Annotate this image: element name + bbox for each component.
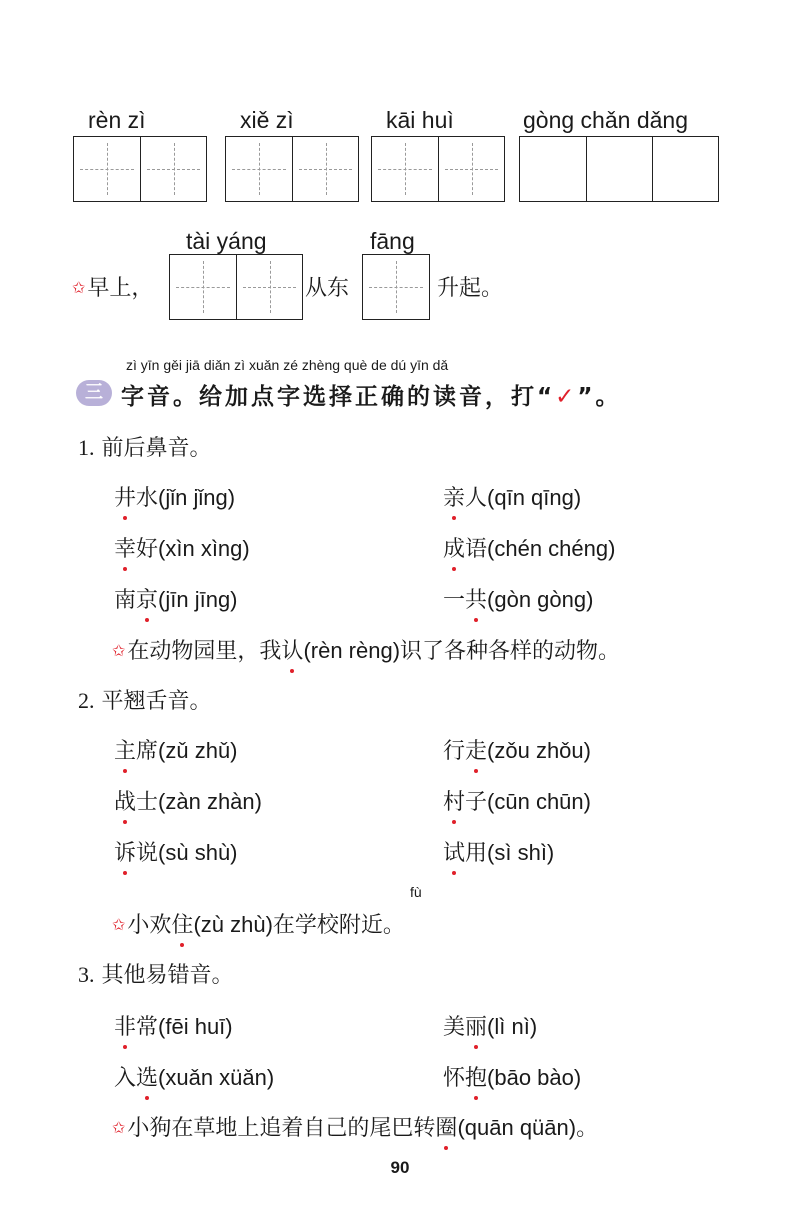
word-char: 入 — [114, 1066, 137, 1091]
dotted-char: 住 — [171, 908, 193, 939]
pinyin-options[interactable]: (jǐn jǐng) — [158, 485, 236, 510]
heading-number: 3. — [78, 962, 95, 987]
writing-grid[interactable] — [519, 136, 719, 202]
word-char: 常 — [136, 1015, 159, 1040]
dotted-char: 抱 — [465, 1061, 487, 1092]
dotted-char: 诉 — [114, 836, 136, 867]
star-icon: ✩ — [72, 278, 86, 297]
dotted-char: 成 — [443, 532, 465, 563]
writing-cell[interactable] — [74, 137, 140, 201]
word-char: 席 — [136, 739, 159, 764]
pinyin-options[interactable]: (jīn jīng) — [158, 587, 238, 612]
writing-cell[interactable] — [520, 137, 586, 201]
char-pinyin: fù — [410, 884, 422, 900]
writing-grid[interactable] — [362, 254, 430, 320]
sentence-text: 。 — [576, 1116, 599, 1141]
heading-text: 其他易错音。 — [101, 963, 234, 988]
word-char: 语 — [465, 537, 488, 562]
pinyin-label: gòng chǎn dǎng — [523, 107, 688, 133]
writing-cell[interactable] — [292, 137, 358, 201]
pinyin-options[interactable]: (fēi huī) — [158, 1014, 233, 1039]
word-char: 好 — [136, 537, 159, 562]
dotted-char: 试 — [443, 836, 465, 867]
dotted-char: 共 — [465, 583, 487, 614]
writing-cell[interactable] — [652, 137, 718, 201]
heading-number: 2. — [78, 688, 95, 713]
word-char: 一 — [443, 588, 466, 613]
section-title-text: 字音。给加点字选择正确的读音，打“ — [121, 384, 556, 410]
question-item[interactable] — [114, 785, 262, 816]
word-char: 南 — [114, 588, 137, 613]
dotted-char: 战 — [114, 785, 136, 816]
heading-text: 前后鼻音。 — [101, 436, 212, 461]
pinyin-options[interactable]: (zù zhù) — [193, 912, 273, 937]
pinyin-options[interactable]: (quān qüān) — [457, 1115, 577, 1140]
question-item[interactable] — [114, 836, 238, 867]
question-item[interactable] — [443, 1061, 581, 1092]
pinyin-options[interactable]: (zàn zhàn) — [158, 789, 262, 814]
writing-cell[interactable] — [438, 137, 504, 201]
question-item[interactable] — [443, 785, 591, 816]
pinyin-options[interactable]: (zǒu zhǒu) — [487, 738, 591, 763]
word-char: 人 — [465, 486, 488, 511]
word-char: 行 — [443, 739, 466, 764]
pinyin-options[interactable]: (bāo bào) — [487, 1065, 582, 1090]
dotted-char: 丽 — [465, 1010, 487, 1041]
question-item[interactable] — [443, 583, 593, 614]
dotted-char: 村 — [443, 785, 465, 816]
writing-cell[interactable] — [363, 255, 429, 319]
pinyin-options[interactable]: (gòn gòng) — [487, 587, 594, 612]
writing-grid[interactable] — [371, 136, 505, 202]
title-pinyin: zì yīn gěi jiā diǎn zì xuǎn zé zhèng què de dú yīn dǎ — [126, 357, 449, 373]
sentence-text: 小狗在草地上追着自己的尾巴转 — [127, 1116, 436, 1141]
word-char: 美 — [443, 1015, 466, 1040]
pinyin-options[interactable]: (xìn xìng) — [158, 536, 250, 561]
dotted-char: 幸 — [114, 532, 136, 563]
sentence-start — [72, 271, 153, 302]
dotted-char: 选 — [136, 1061, 158, 1092]
checkmark-icon: ✓ — [555, 384, 578, 410]
dotted-char: 井 — [114, 481, 136, 512]
writing-cell[interactable] — [372, 137, 438, 201]
word-char: 水 — [136, 486, 159, 511]
sentence-text: 早上， — [87, 276, 154, 301]
sentence-question[interactable] — [112, 634, 620, 665]
dotted-char: 认 — [281, 634, 303, 665]
pinyin-options[interactable]: (sù shù) — [158, 840, 238, 865]
pinyin-label: kāi huì — [386, 107, 454, 133]
sentence-text: 在学校附近。 — [272, 913, 405, 938]
writing-cell[interactable] — [586, 137, 652, 201]
sentence-question[interactable] — [112, 908, 405, 939]
part-heading — [78, 684, 212, 715]
pinyin-label: xiě zì — [240, 107, 294, 133]
writing-grid[interactable] — [169, 254, 303, 320]
section-title — [121, 378, 622, 411]
sentence-text: 从东 — [305, 276, 350, 301]
pinyin-options[interactable]: (rèn rèng) — [303, 638, 401, 663]
writing-grid[interactable] — [73, 136, 207, 202]
pinyin-options[interactable]: (sì shì) — [487, 840, 555, 865]
dotted-char: 非 — [114, 1010, 136, 1041]
pinyin-options[interactable]: (qīn qīng) — [487, 485, 582, 510]
pinyin-options[interactable]: (cūn chūn) — [487, 789, 591, 814]
dotted-char: 圈 — [435, 1111, 457, 1142]
question-item[interactable] — [114, 532, 250, 563]
writing-cell[interactable] — [140, 137, 206, 201]
page-number: 90 — [390, 1158, 410, 1177]
question-item[interactable] — [114, 734, 238, 765]
writing-grid[interactable] — [225, 136, 359, 202]
question-item[interactable] — [443, 532, 615, 563]
pinyin-label: rèn zì — [88, 107, 146, 133]
writing-cell[interactable] — [236, 255, 302, 319]
star-icon: ✩ — [112, 641, 126, 660]
part-heading — [78, 431, 212, 462]
word-char: 用 — [465, 841, 488, 866]
question-item[interactable] — [443, 481, 581, 512]
sentence-text: 小欢 — [127, 913, 172, 938]
dotted-char: 京 — [136, 583, 158, 614]
pinyin-options[interactable]: (lì nì) — [487, 1014, 538, 1039]
question-item[interactable] — [114, 583, 238, 614]
sentence-text: 升起。 — [437, 276, 504, 301]
question-item[interactable] — [114, 1061, 274, 1092]
question-item[interactable] — [443, 734, 591, 765]
dotted-char: 亲 — [443, 481, 465, 512]
pinyin-label: tài yáng — [186, 228, 267, 254]
star-icon: ✩ — [112, 1118, 126, 1137]
sentence-text: 在动物园里，我 — [127, 639, 282, 664]
section-number-icon: 三 — [76, 380, 112, 406]
word-char: 士 — [136, 790, 159, 815]
sentence-text: 识了各种各样的动物。 — [400, 639, 621, 664]
heading-text: 平翘舌音。 — [101, 689, 212, 714]
dotted-char: 主 — [114, 734, 136, 765]
dotted-char: 走 — [465, 734, 487, 765]
star-icon: ✩ — [112, 915, 126, 934]
word-char: 子 — [465, 790, 488, 815]
pinyin-options[interactable]: (xuǎn xüǎn) — [158, 1065, 275, 1090]
writing-cell[interactable] — [170, 255, 236, 319]
sentence-question[interactable] — [112, 1111, 598, 1142]
pinyin-options[interactable]: (chén chéng) — [487, 536, 616, 561]
question-item[interactable] — [114, 481, 235, 512]
word-char: 说 — [136, 841, 159, 866]
word-char: 怀 — [443, 1066, 466, 1091]
question-item[interactable] — [114, 1010, 233, 1041]
heading-number: 1. — [78, 435, 95, 460]
pinyin-options[interactable]: (zǔ zhǔ) — [158, 738, 238, 763]
pinyin-label: fāng — [370, 228, 415, 254]
section-title-end: ”。 — [577, 384, 622, 410]
part-heading — [78, 958, 234, 989]
writing-cell[interactable] — [226, 137, 292, 201]
question-item[interactable] — [443, 1010, 537, 1041]
question-item[interactable] — [443, 836, 554, 867]
